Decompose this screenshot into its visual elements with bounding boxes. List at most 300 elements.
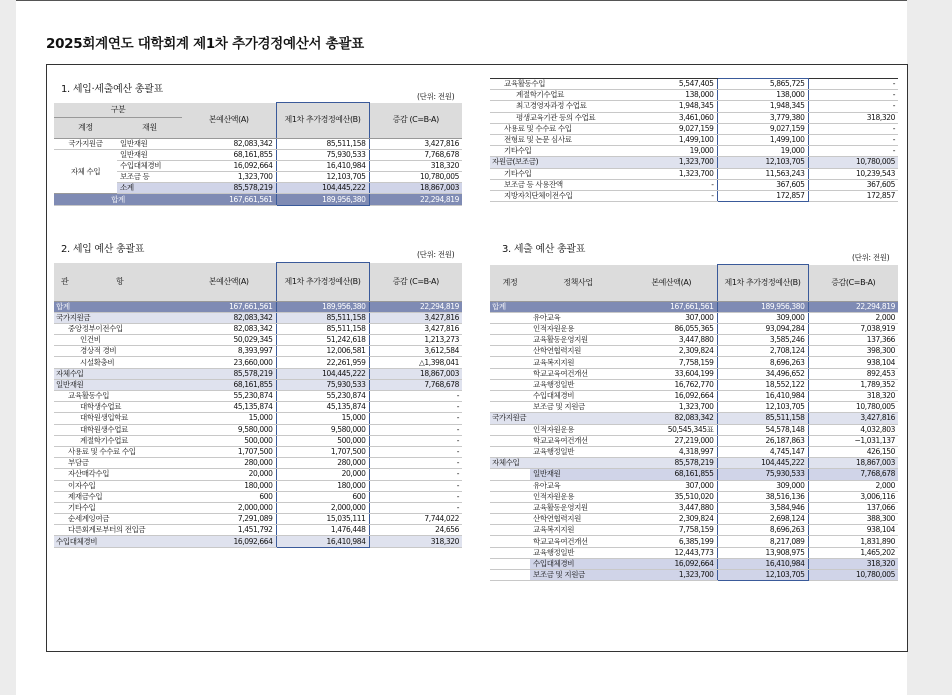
sec2b-cell-c: 318,320 [808, 112, 898, 123]
sec2b-cell-a: 138,000 [618, 90, 717, 101]
sec2-row [54, 402, 462, 413]
sec3-cell-b: 18,552,122 [717, 379, 808, 390]
sec2-cell-c: - [369, 413, 462, 424]
sec1-title: 1. 세입·세출예산 총괄표 [61, 84, 163, 95]
sec2b-cell-b: 1,499,100 [717, 134, 808, 145]
sec3-cell-gye: 국가지원금 [490, 413, 626, 424]
sec2-cell-a: 20,000 [182, 469, 276, 480]
sec2-cell-c: - [369, 491, 462, 502]
sec2b-cell-b: 12,103,705 [717, 157, 808, 168]
sec2-cell-a: 167,661,561 [182, 301, 276, 312]
sec1-cell-a: 16,092,664 [182, 160, 276, 171]
sec2-row [54, 335, 462, 346]
sec2-cell-b: 500,000 [276, 435, 369, 446]
sec2-cell-label: 인건비 [54, 335, 182, 346]
sec2b-cell-b: 19,000 [717, 146, 808, 157]
sec3-cell-c: 318,320 [808, 558, 898, 569]
sec2-cell-a: 180,000 [182, 480, 276, 491]
sec3-title: 3. 세출 예산 총괄표 [502, 244, 586, 255]
sec3-cell-a: 3,447,880 [626, 502, 717, 513]
sec2-cell-label: 경상적 경비 [54, 346, 182, 357]
sec2b-cell-c: - [808, 146, 898, 157]
sec1-cell-c: 22,294,819 [369, 194, 462, 205]
sec2-cell-a: 55,230,874 [182, 391, 276, 402]
sec2b-cell-c: - [808, 123, 898, 134]
sec2-row [54, 379, 462, 390]
sec2b-row [490, 168, 898, 179]
sec2b-table [490, 78, 898, 202]
sec3-cell-a: 85,578,219 [626, 458, 717, 469]
sec3-unit: (단위: 전원) [852, 253, 890, 262]
sec2-h-a: 본예산액(A) [182, 263, 276, 302]
sec2-cell-b: 12,006,581 [276, 346, 369, 357]
sec3-cell-c: 2,000 [808, 312, 898, 323]
sec2-cell-b: 2,000,000 [276, 502, 369, 513]
sec3-cell-c: 1,465,202 [808, 547, 898, 558]
sec1-cell-a: 85,578,219 [182, 183, 276, 194]
sec3-row [490, 514, 898, 525]
sec2-cell-b: 20,000 [276, 469, 369, 480]
sec1-row [54, 138, 462, 149]
sec3-h-a: 본예산액(A) [626, 265, 717, 302]
sec3-cell-b: 16,410,984 [717, 391, 808, 402]
sec3-cell-a: 82,083,342 [626, 413, 717, 424]
sec2b-cell-b: 3,779,380 [717, 112, 808, 123]
sec2-cell-a: 600 [182, 491, 276, 502]
sec2-row [54, 424, 462, 435]
sec1-h-jae: 재원 [117, 117, 182, 138]
sec1-cell-b: 85,511,158 [276, 138, 369, 149]
sec3-cell-b: 54,578,148 [717, 424, 808, 435]
sec2b-cell-label: 기타수입 [490, 146, 618, 157]
sec3-cell-gye-empty [490, 435, 530, 446]
sec2-cell-b: 9,580,000 [276, 424, 369, 435]
sec2-cell-label: 계절학기수업료 [54, 435, 182, 446]
sec3-cell-gye-empty [490, 368, 530, 379]
sec3-cell-b: 189,956,380 [717, 301, 808, 312]
sec1-h-group: 구분 [54, 103, 182, 118]
sec2-cell-a: 16,092,664 [182, 536, 276, 547]
sec2b-cell-b: 11,563,243 [717, 168, 808, 179]
sec3-cell-gye-empty [490, 502, 530, 513]
sec3-cell-c: 137,366 [808, 335, 898, 346]
sec2-cell-b: 189,956,380 [276, 301, 369, 312]
sec2-row [54, 357, 462, 368]
sec2-cell-label: 수입대체경비 [54, 536, 182, 547]
sec3-cell-a: 2,309,824 [626, 346, 717, 357]
sec2-h-hang: 항 [116, 276, 124, 286]
sec3-cell-b: 2,708,124 [717, 346, 808, 357]
sec2-cell-b: 16,410,984 [276, 536, 369, 547]
sec2b-cell-label: 보조금 등 사용잔액 [490, 179, 618, 190]
sec2-row [54, 469, 462, 480]
sec2-cell-label: 시설확충비 [54, 357, 182, 368]
sec2-row [54, 514, 462, 525]
sec3-cell-gye-empty [490, 335, 530, 346]
sec3-cell-c: 7,038,919 [808, 323, 898, 334]
sec2-cell-a: 1,707,500 [182, 446, 276, 457]
sec1-cell-gye: 자체 수입 [54, 149, 117, 194]
sec1-cell-b: 12,103,705 [276, 172, 369, 183]
sec3-cell-gye-empty [490, 525, 530, 536]
sec2-cell-c: - [369, 502, 462, 513]
sec3-cell-a: 4,318,997 [626, 446, 717, 457]
sec2-cell-a: 2,000,000 [182, 502, 276, 513]
sec2b-cell-label: 자원금(보조금) [490, 157, 618, 168]
sec3-cell-gye-empty [490, 536, 530, 547]
sec2b-cell-b: 5,865,725 [717, 79, 808, 90]
sec2-cell-c: 3,612,584 [369, 346, 462, 357]
sec1-cell-c: 3,427,816 [369, 138, 462, 149]
sec3-row [490, 323, 898, 334]
sec3-cell-gye-empty [490, 424, 530, 435]
sec3-cell-c: 137,066 [808, 502, 898, 513]
sec2-cell-b: 75,930,533 [276, 379, 369, 390]
sec2b-cell-c: - [808, 79, 898, 90]
sec2b-cell-b: 1,948,345 [717, 101, 808, 112]
sec1-cell-a: 82,083,342 [182, 138, 276, 149]
sec3-cell-b: 38,516,136 [717, 491, 808, 502]
sec2-row [54, 323, 462, 334]
sec3-cell-c: 18,867,003 [808, 458, 898, 469]
sec3-row [490, 424, 898, 435]
sec2-cell-c: - [369, 446, 462, 457]
sec3-cell-label: 유아교육 [530, 480, 626, 491]
sec3-row [490, 491, 898, 502]
sec3-cell-b: 8,217,089 [717, 536, 808, 547]
sec3-cell-b: 34,496,652 [717, 368, 808, 379]
sec1-cell-c: 318,320 [369, 160, 462, 171]
sec3-cell-gye-empty [490, 547, 530, 558]
sec3-h-c: 증감(C=B-A) [808, 265, 898, 302]
sec3-cell-b: 75,930,533 [717, 469, 808, 480]
sec2-cell-a: 85,578,219 [182, 368, 276, 379]
sec2b-cell-b: 138,000 [717, 90, 808, 101]
sec2-cell-c: 1,213,273 [369, 335, 462, 346]
sec2b-cell-c: - [808, 134, 898, 145]
sec3-cell-gye-empty [490, 514, 530, 525]
sec1-cell-c: 18,867,003 [369, 183, 462, 194]
sec1-cell-c: 7,768,678 [369, 149, 462, 160]
sec2-cell-c: 7,744,022 [369, 514, 462, 525]
sec3-cell-b: 104,445,222 [717, 458, 808, 469]
sec2b-row [490, 90, 898, 101]
sec3-cell-label: 보조금 및 지원금 [530, 402, 626, 413]
sec2b-row [490, 179, 898, 190]
sec2-cell-label: 사용료 및 수수료 수입 [54, 446, 182, 457]
sec2-cell-a: 23,660,000 [182, 357, 276, 368]
sec3-cell-label: 인적자원운용 [530, 424, 626, 435]
sec3-cell-b: 12,103,705 [717, 402, 808, 413]
sec2-cell-label: 국가지원금 [54, 312, 182, 323]
sec2-table [54, 262, 462, 548]
sec3-cell-b: 309,000 [717, 312, 808, 323]
sec3-cell-a: 167,661,561 [626, 301, 717, 312]
sec3-cell-a: 33,604,199 [626, 368, 717, 379]
sec3-cell-b: 85,511,158 [717, 413, 808, 424]
sec2b-cell-a: - [618, 179, 717, 190]
sec3-cell-c: 1,831,890 [808, 536, 898, 547]
sec2-cell-a: 1,451,792 [182, 525, 276, 536]
sec3-cell-gye-empty [490, 480, 530, 491]
sec1-cell-jae: 수입대체경비 [117, 160, 182, 171]
sec2b-cell-label: 계절학기수업료 [490, 90, 618, 101]
sec3-cell-a: 2,309,824 [626, 514, 717, 525]
sec1-cell-a: 68,161,855 [182, 149, 276, 160]
sec3-cell-a: 1,323,700 [626, 570, 717, 581]
sec2b-cell-b: 9,027,159 [717, 123, 808, 134]
sec3-cell-c: 1,789,352 [808, 379, 898, 390]
sec3-cell-b: 13,908,975 [717, 547, 808, 558]
sec3-cell-label: 교육행정일반 [530, 547, 626, 558]
sec3-cell-c: 426,150 [808, 446, 898, 457]
sec3-cell-label: 인적자원운용 [530, 491, 626, 502]
sec1-cell-c: 10,780,005 [369, 172, 462, 183]
sec3-row [490, 368, 898, 379]
sec3-row [490, 346, 898, 357]
sec1-h-a: 본예산액(A) [182, 103, 276, 139]
sec3-cell-label: 교육활동운영지원 [530, 335, 626, 346]
sec2-cell-b: 45,135,874 [276, 402, 369, 413]
sec2-cell-c: 7,768,678 [369, 379, 462, 390]
sec3-cell-b: 3,585,246 [717, 335, 808, 346]
sec2b-row [490, 134, 898, 145]
sec3-cell-a: 6,385,199 [626, 536, 717, 547]
sec2-row [54, 480, 462, 491]
sec2-h-gwan-hang [54, 263, 182, 302]
sec3-cell-label: 교육복지지원 [530, 357, 626, 368]
sec2-title: 2. 세입 예산 총괄표 [61, 244, 145, 255]
sec3-cell-b: 8,696,263 [717, 525, 808, 536]
sec3-cell-label: 일반재원 [530, 469, 626, 480]
sec3-cell-c: 388,300 [808, 514, 898, 525]
sec2-h-c: 증감 (C=B-A) [369, 263, 462, 302]
sec3-cell-label: 학교교육여건개선 [530, 368, 626, 379]
sec3-cell-label: 교육행정일반 [530, 379, 626, 390]
sec3-cell-a: 7,758,159 [626, 525, 717, 536]
sec2b-cell-a: 1,948,345 [618, 101, 717, 112]
sec3-cell-b: 12,103,705 [717, 570, 808, 581]
sec3-cell-gye-empty [490, 491, 530, 502]
sec1-cell-b: 189,956,380 [276, 194, 369, 205]
sec2-cell-label: 다른회계로부터의 전입금 [54, 525, 182, 536]
sec1-row-total [54, 194, 462, 205]
sec2-cell-b: 51,242,618 [276, 335, 369, 346]
sec3-cell-label: 유아교육 [530, 312, 626, 323]
sec2-row [54, 413, 462, 424]
sec2-cell-a: 500,000 [182, 435, 276, 446]
sec2-cell-label: 대학생수업료 [54, 402, 182, 413]
sec2b-cell-a: 3,461,060 [618, 112, 717, 123]
sec3-cell-label: 교육복지지원 [530, 525, 626, 536]
sec2-cell-a: 7,291,089 [182, 514, 276, 525]
sec3-cell-c: 3,427,816 [808, 413, 898, 424]
sec2-cell-label: 자산매각수입 [54, 469, 182, 480]
sec3-row [490, 379, 898, 390]
sec2-cell-label: 제재금수입 [54, 491, 182, 502]
sec2b-cell-c: 10,780,005 [808, 157, 898, 168]
sec3-cell-c: 938,104 [808, 525, 898, 536]
sec2b-cell-c: 367,605 [808, 179, 898, 190]
sec3-cell-label: 인적자원운용 [530, 323, 626, 334]
sec2-cell-c: 318,320 [369, 536, 462, 547]
sec3-cell-label: 학교교육여건개선 [530, 536, 626, 547]
sec1-h-gye: 계정 [54, 117, 117, 138]
sec3-cell-label: 산학연협력지원 [530, 346, 626, 357]
sec2-row [54, 502, 462, 513]
sec1-cell-jae: 일반재원 [117, 138, 182, 149]
sec3-cell-c: −1,031,137 [808, 435, 898, 446]
sec3-cell-gye-empty [490, 379, 530, 390]
sec1-cell-b: 75,930,533 [276, 149, 369, 160]
sec2-row [54, 536, 462, 547]
sec3-cell-gye-empty [490, 357, 530, 368]
sec2-cell-b: 180,000 [276, 480, 369, 491]
sec3-cell-label: 수입대체경비 [530, 558, 626, 569]
sec2-cell-label: 이자수입 [54, 480, 182, 491]
sec2b-row [490, 79, 898, 90]
sec2-row [54, 301, 462, 312]
sec1-cell-jae: 소계 [117, 183, 182, 194]
sec3-row [490, 536, 898, 547]
sec2-cell-b: 55,230,874 [276, 391, 369, 402]
sec2-cell-label: 중앙정부이전수입 [54, 323, 182, 334]
sec1-h-c: 증감 (C=B-A) [369, 103, 462, 139]
sec3-row [490, 570, 898, 581]
sec2-h-b: 제1차 추가경정예산(B) [276, 263, 369, 302]
sec2-cell-c: - [369, 391, 462, 402]
sec2-cell-b: 15,000 [276, 413, 369, 424]
sec3-cell-c: 10,780,005 [808, 402, 898, 413]
sec2-unit: (단위: 전원) [417, 250, 455, 259]
sec3-cell-a: 16,762,770 [626, 379, 717, 390]
sec3-row [490, 480, 898, 491]
sec2b-cell-c: 172,857 [808, 190, 898, 201]
sec2-cell-c: 18,867,003 [369, 368, 462, 379]
sec3-cell-a: 16,092,664 [626, 558, 717, 569]
sec3-cell-b: 8,696,263 [717, 357, 808, 368]
sec2-cell-b: 15,035,111 [276, 514, 369, 525]
sec3-cell-a: 307,000 [626, 480, 717, 491]
sec2-cell-c: 22,294,819 [369, 301, 462, 312]
sec3-row [490, 301, 898, 312]
sec3-cell-gye-empty [490, 402, 530, 413]
sec2-cell-c: 24,656 [369, 525, 462, 536]
sec3-cell-gye-empty [490, 323, 530, 334]
sec3-row [490, 469, 898, 480]
sec2b-cell-label: 사용료 및 수수료 수입 [490, 123, 618, 134]
sec2b-cell-c: - [808, 101, 898, 112]
sec3-row [490, 446, 898, 457]
sec2-cell-label: 순세계잉여금 [54, 514, 182, 525]
sec3-cell-label: 학교교육여건개선 [530, 435, 626, 446]
sec2-cell-a: 82,083,342 [182, 312, 276, 323]
sec3-h-b: 제1차 추가경정예산(B) [717, 265, 808, 302]
sec2-cell-a: 280,000 [182, 458, 276, 469]
sec3-cell-c: 398,300 [808, 346, 898, 357]
sec2b-cell-label: 전형료 및 논문 심사료 [490, 134, 618, 145]
sec3-cell-gye: 자체수입 [490, 458, 626, 469]
sec3-cell-label: 보조금 및 지원금 [530, 570, 626, 581]
sec2-h-gwan: 관 [61, 276, 69, 286]
sec2b-cell-a: 1,323,700 [618, 168, 717, 179]
sec2-cell-c: - [369, 435, 462, 446]
sec1-cell-b: 104,445,222 [276, 183, 369, 194]
sec3-row [490, 402, 898, 413]
sec1-unit: (단위: 전원) [417, 92, 455, 101]
sec2-cell-c: - [369, 480, 462, 491]
sec1-cell-b: 16,410,984 [276, 160, 369, 171]
sec2b-cell-a: 9,027,159 [618, 123, 717, 134]
sec2-row [54, 525, 462, 536]
sec2b-cell-label: 평생교육기관 등의 수업료 [490, 112, 618, 123]
sec3-cell-a: 1,323,700 [626, 402, 717, 413]
sec2-cell-b: 280,000 [276, 458, 369, 469]
sec2-cell-b: 1,476,448 [276, 525, 369, 536]
sec3-cell-a: 35,510,020 [626, 491, 717, 502]
sec2-cell-b: 1,707,500 [276, 446, 369, 457]
sec3-cell-gye-empty [490, 446, 530, 457]
sec3-cell-a: 12,443,773 [626, 547, 717, 558]
sec3-row [490, 413, 898, 424]
sec3-row [490, 458, 898, 469]
sec2-cell-a: 9,580,000 [182, 424, 276, 435]
sec1-cell-jae: 합계 [54, 194, 182, 205]
sec2-row [54, 346, 462, 357]
sec3-cell-label: 산학연협력지원 [530, 514, 626, 525]
sec2b-cell-c: 10,239,543 [808, 168, 898, 179]
sec2b-cell-a: 1,323,700 [618, 157, 717, 168]
sec2-cell-b: 22,261,959 [276, 357, 369, 368]
sec3-cell-b: 93,094,284 [717, 323, 808, 334]
sec3-cell-b: 2,698,124 [717, 514, 808, 525]
sec2-cell-c: 3,427,816 [369, 323, 462, 334]
sec2b-row [490, 190, 898, 201]
sec3-cell-gye-empty [490, 558, 530, 569]
sec1-cell-jae: 일반재원 [117, 149, 182, 160]
sec3-cell-a: 16,092,664 [626, 391, 717, 402]
sec3-cell-gye-empty [490, 469, 530, 480]
sec3-row [490, 335, 898, 346]
sec3-table [490, 264, 898, 581]
sec2-cell-label: 기타수입 [54, 502, 182, 513]
sec1-cell-jae: 보조금 등 [117, 172, 182, 183]
sec2-cell-c: - [369, 469, 462, 480]
sec1-cell-a: 167,661,561 [182, 194, 276, 205]
sec2-cell-b: 104,445,222 [276, 368, 369, 379]
sec1-h-b: 제1차 추가경정예산(B) [276, 103, 369, 139]
sec2-cell-label: 부담금 [54, 458, 182, 469]
sec2b-cell-b: 172,857 [717, 190, 808, 201]
sec3-cell-c: 892,453 [808, 368, 898, 379]
sec3-cell-label: 수입대체경비 [530, 391, 626, 402]
sec3-cell-label: 교육행정일반 [530, 446, 626, 457]
sec2b-cell-a: 5,547,405 [618, 79, 717, 90]
sec3-cell-c: 7,768,678 [808, 469, 898, 480]
sec3-cell-a: 307,000 [626, 312, 717, 323]
sec1-cell-a: 1,323,700 [182, 172, 276, 183]
sec3-cell-gye-empty [490, 312, 530, 323]
sec3-cell-gye-empty [490, 391, 530, 402]
top-rule [16, 0, 907, 1]
sec2-row [54, 491, 462, 502]
sec3-cell-gye: 합계 [490, 301, 626, 312]
sec3-row [490, 312, 898, 323]
sec2-cell-c: - [369, 458, 462, 469]
sec3-cell-gye-empty [490, 346, 530, 357]
sec1-table [54, 102, 462, 206]
sec2-row [54, 312, 462, 323]
